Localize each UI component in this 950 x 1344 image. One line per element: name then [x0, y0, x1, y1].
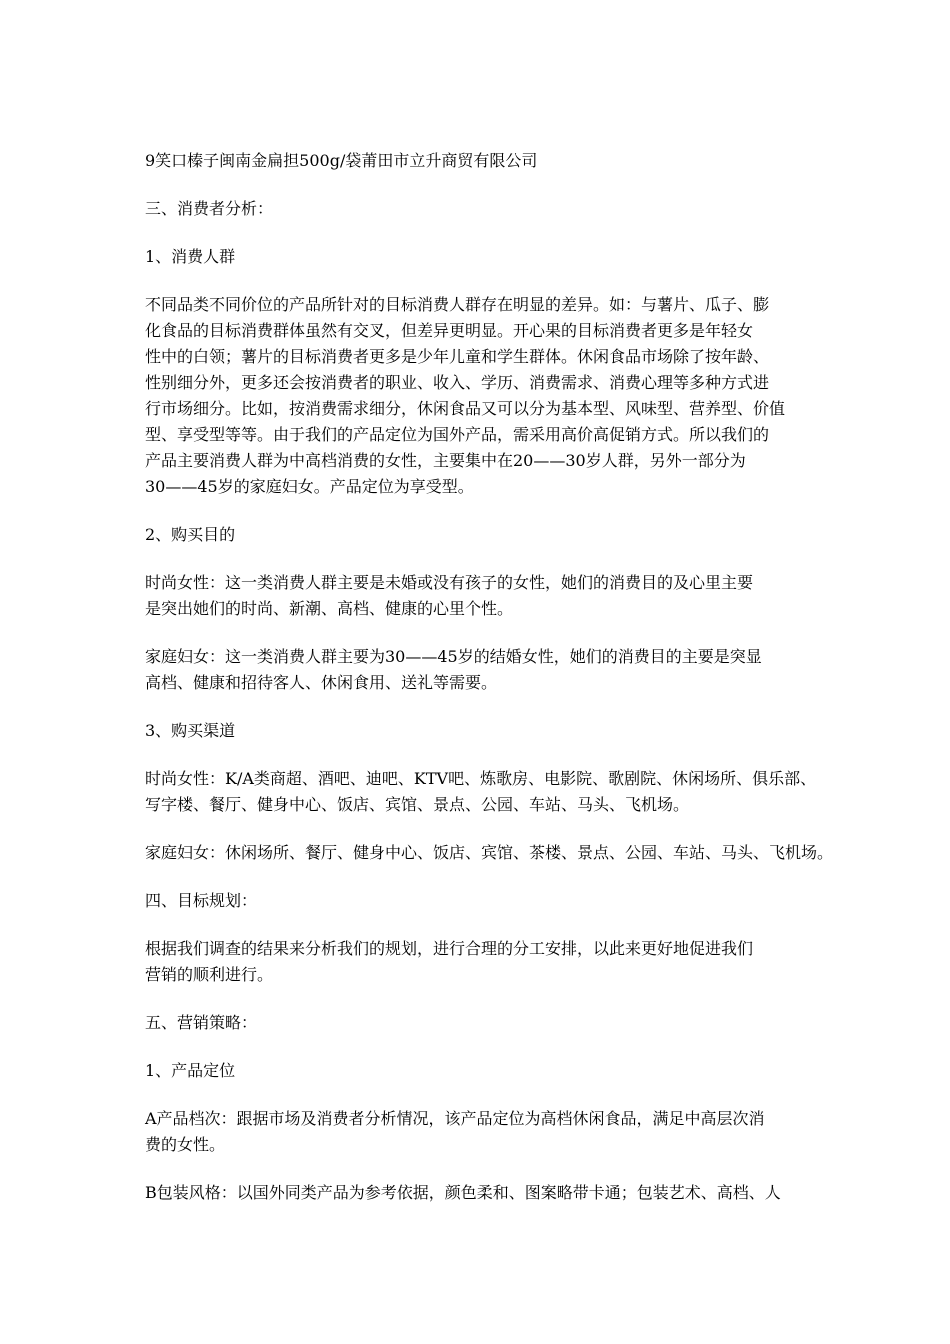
text-line: 1、产品定位	[145, 1061, 236, 1080]
text-line: 根据我们调查的结果来分析我们的规划，进行合理的分工安排，以此来更好地促进我们	[145, 939, 754, 958]
paragraph-housewives-purpose	[145, 644, 820, 696]
text-line: 2、购买目的	[145, 525, 236, 544]
text-line: 型、享受型等等。由于我们的产品定位为国外产品，需采用高价高促销方式。所以我们的	[145, 425, 770, 444]
text-line: 家庭妇女：这一类消费人群主要为30——45岁的结婚女性，她们的消费目的主要是突显	[145, 647, 762, 666]
text-line: 时尚女性：K/A类商超、酒吧、迪吧、KTV吧、炼歌房、电影院、歌剧院、休闲场所、俱乐部、	[145, 769, 817, 788]
paragraph-fashion-women-purpose	[145, 570, 820, 622]
text-line: 产品主要消费人群为中高档消费的女性，主要集中在20——30岁人群，另外一部分为	[145, 451, 746, 470]
text-line: 高档、健康和招待客人、休闲食用、送礼等需要。	[145, 673, 498, 692]
paragraph-product-grade	[145, 1106, 820, 1158]
section-heading-consumer-analysis	[145, 196, 820, 222]
text-line: 化食品的目标消费群体虽然有交叉，但差异更明显。开心果的目标消费者更多是年轻女	[145, 321, 754, 340]
text-line: 是突出她们的时尚、新潮、高档、健康的心里个性。	[145, 599, 514, 618]
text-line: B包装风格：以国外同类产品为参考依据，颜色柔和、图案略带卡通；包装艺术、高档、人	[145, 1183, 781, 1202]
text-line: 费的女性。	[145, 1135, 226, 1154]
text-line: 性别细分外，更多还会按消费者的职业、收入、学历、消费需求、消费心理等多种方式进	[145, 373, 770, 392]
paragraph-goal-planning	[145, 936, 820, 988]
text-line: 写字楼、餐厅、健身中心、饭店、宾馆、景点、公园、车站、马头、飞机场。	[145, 795, 690, 814]
text-line: 五、营销策略：	[145, 1013, 258, 1032]
text-line: 9笑口榛子闽南金扁担500g/袋莆田市立升商贸有限公司	[145, 151, 538, 170]
paragraph-product-listing	[145, 148, 820, 174]
section-heading-marketing-strategy	[145, 1010, 820, 1036]
paragraph-housewives-channels	[145, 840, 834, 866]
text-line: 三、消费者分析：	[145, 199, 274, 218]
subheading-consumer-groups	[145, 244, 820, 270]
text-line: A产品档次：跟据市场及消费者分析情况，该产品定位为高档休闲食品，满足中高层次消	[145, 1109, 765, 1128]
text-line: 性中的白领；薯片的目标消费者更多是少年儿童和学生群体。休闲食品市场除了按年龄、	[145, 347, 770, 366]
text-line: 30——45岁的家庭妇女。产品定位为享受型。	[145, 477, 474, 496]
text-line: 不同品类不同价位的产品所针对的目标消费人群存在明显的差异。如：与薯片、瓜子、膨	[145, 295, 770, 314]
text-line: 时尚女性：这一类消费人群主要是未婚或没有孩子的女性，她们的消费目的及心里主要	[145, 573, 754, 592]
text-line: 3、购买渠道	[145, 721, 236, 740]
document-body	[145, 148, 834, 1206]
text-line: 行市场细分。比如，按消费需求细分，休闲食品又可以分为基本型、风味型、营养型、价值	[145, 399, 786, 418]
subheading-purchase-channels	[145, 718, 820, 744]
text-line: 1、消费人群	[145, 247, 236, 266]
paragraph-consumer-groups	[145, 292, 820, 500]
text-line: 家庭妇女：休闲场所、餐厅、健身中心、饭店、宾馆、茶楼、景点、公园、车站、马头、飞机场。	[145, 843, 834, 862]
paragraph-packaging-style	[145, 1180, 820, 1206]
text-line: 四、目标规划：	[145, 891, 258, 910]
text-line: 营销的顺利进行。	[145, 965, 274, 984]
paragraph-fashion-women-channels	[145, 766, 820, 818]
subheading-product-positioning	[145, 1058, 820, 1084]
section-heading-goal-planning	[145, 888, 820, 914]
subheading-purchase-purpose	[145, 522, 820, 548]
